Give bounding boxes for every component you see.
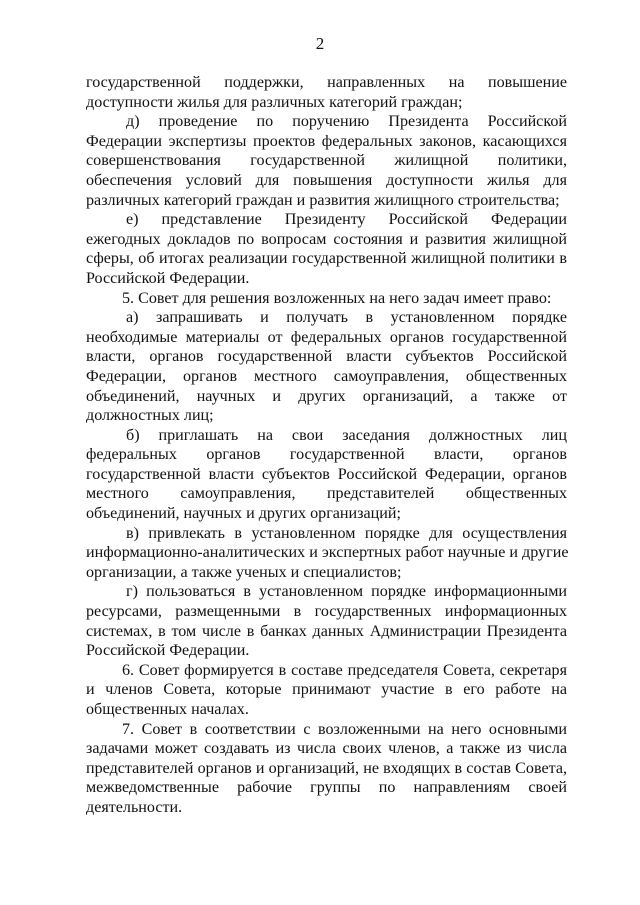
- text-line: совершенствования государственной жилищной политики,: [86, 152, 567, 170]
- text-line: системах, в том числе в банках данных Администрации Президента: [86, 622, 567, 640]
- text-line: обеспечения условий для повышения доступности жилья для: [86, 171, 567, 189]
- text-line: Федерации экспертизы проектов федеральных законов, касающихся: [86, 132, 567, 150]
- text-line: деятельности.: [86, 798, 183, 816]
- text-line: межведомственные рабочие группы по направлениям своей: [86, 779, 567, 797]
- paragraph-first-line: 5. Совет для решения возложенных на него задач имеет право:: [122, 289, 552, 307]
- text-line: государственной поддержки, направленных на повышение: [86, 74, 567, 91]
- text-line: необходимые материалы от федеральных органов государственной: [86, 328, 567, 346]
- text-line: общественных началах.: [86, 701, 249, 718]
- text-line: сферы, об итогах реализации государственной жилищной политики в: [86, 250, 567, 268]
- text-line: представителей органов и организаций, не входящих в состав Совета,: [86, 759, 567, 777]
- paragraph-first-line: 7. Совет в соответствии с возложенными на него основными: [122, 720, 567, 738]
- text-line: федеральных органов государственной власти, органов: [86, 446, 567, 464]
- text-line: объединений, научных и других организаций, а также от: [86, 387, 567, 405]
- paragraph-first-line: 6. Совет формируется в составе председателя Совета, секретаря: [122, 661, 567, 679]
- paragraph-first-line: а) запрашивать и получать в установленном порядке: [126, 309, 567, 327]
- paragraph-first-line: е) представление Президенту Российской Федерации: [126, 211, 567, 229]
- text-line: власти, органов государственной власти субъектов Российской: [86, 348, 567, 366]
- paragraph-first-line: в) привлекать в установленном порядке для осуществления: [126, 524, 567, 542]
- paragraph-first-line: д) проведение по поручению Президента Российской: [126, 113, 567, 131]
- text-line: Российской Федерации.: [86, 642, 250, 660]
- paragraph-first-line: б) приглашать на свои заседания должностных лиц: [126, 426, 567, 444]
- page-number: 2: [315, 34, 325, 53]
- text-line: и членов Совета, которые принимают участие в его работе на: [86, 681, 567, 699]
- text-line: государственной власти субъектов Российской Федерации, органов: [86, 465, 567, 483]
- text-line: должностных лиц;: [86, 407, 214, 425]
- text-line: Федерации, органов местного самоуправления, общественных: [86, 367, 567, 385]
- text-line: различных категорий граждан и развития жилищного строительства;: [86, 191, 560, 209]
- text-line: объединений, научных и других организаций;: [86, 505, 401, 523]
- text-line: ресурсами, размещенными в государственных информационных: [86, 603, 567, 621]
- text-line: ежегодных докладов по вопросам состояния и развития жилищной: [86, 230, 567, 248]
- text-line: организации, а также ученых и специалистов;: [86, 563, 402, 581]
- paragraph-first-line: г) пользоваться в установленном порядке информационными: [126, 583, 567, 601]
- text-line: доступности жилья для различных категорий граждан;: [86, 93, 463, 111]
- text-line: Российской Федерации.: [86, 269, 250, 287]
- text-line: местного самоуправления, представителей общественных: [86, 485, 567, 503]
- document-body: [86, 73, 567, 818]
- text-line: информационно-аналитических и экспертных работ научные и другие: [86, 544, 569, 562]
- text-line: задачами может создавать из числа своих членов, а также из числа: [86, 740, 567, 758]
